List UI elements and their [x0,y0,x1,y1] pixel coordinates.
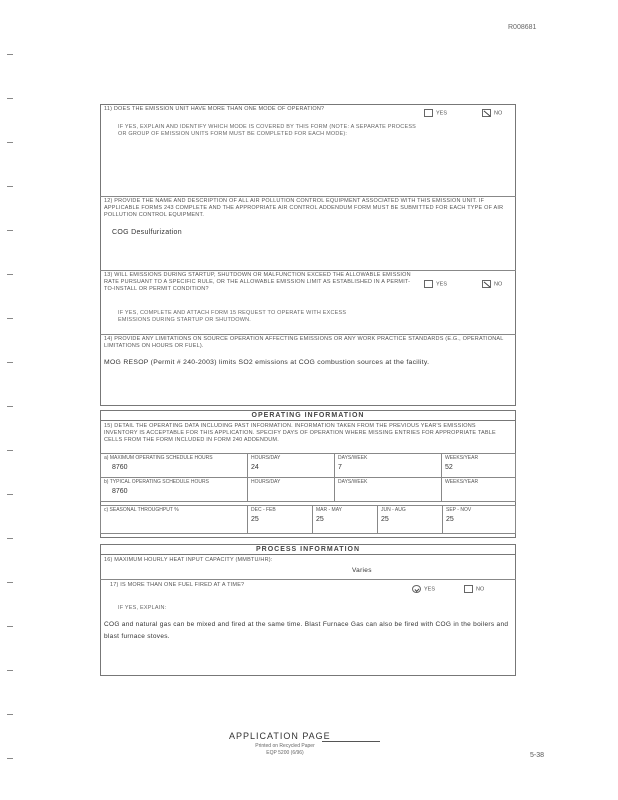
max-schedule-row [101,454,516,478]
season-jun-aug-cell [378,506,443,534]
question-11-yes-checkbox[interactable] [424,109,433,117]
question-13-yes-checkbox[interactable] [424,280,433,288]
question-13-no-checkbox[interactable] [482,280,491,288]
question-13-yes-label: YES [436,281,448,288]
question-14-text: 14) PROVIDE ANY LIMITATIONS ON SOURCE OPERATION AFFECTING EMISSIONS OR ANY WORK PRACTICE STANDARDS (E.G., OPERATIONAL LIMITATIONS ON HOURS OR FUEL). [104,336,504,349]
question-12-answer: COG Desulfurization [112,229,182,236]
process-info-title: PROCESS INFORMATION [100,544,516,555]
seasonal-throughput-table [100,505,516,534]
question-17-yes-option[interactable] [412,585,435,593]
season-mar-may-cell [313,506,378,534]
seasonal-label-cell [101,506,248,534]
question-16: 16) MAXIMUM HOURLY HEAT INPUT CAPACITY (MMBTU/HR): [104,557,273,563]
application-page-title: APPLICATION PAGE [229,731,331,741]
typical-hours-value: 8760 [112,488,128,495]
question-17-yes-checkbox[interactable] [412,585,421,593]
typical-hours-day-cell [248,478,335,502]
max-hours-value: 8760 [112,464,128,471]
max-hours-label: a) MAXIMUM OPERATING SCHEDULE HOURS [104,455,213,461]
operating-info-intro: 15) DETAIL THE OPERATING DATA INCLUDING PAST INFORMATION. INFORMATION TAKEN FROM THE PREVIOUS YEAR'S EMISSIONS INVENTORY IS ACCEPTABLE FOR THIS APPLICATION. SPECIFY DAYS OF OPERATION WHERE MISSING ENTRIES FOR APPROPRIATE TABLE CELLS FROM THE FORM INCLUDED IN FORM 240 ADDENDUM. [104,423,496,443]
question-13-no-label: NO [494,281,503,288]
question-11-yes-label: YES [436,110,448,117]
season-dec-feb-value: 25 [251,516,259,523]
question-17-explanation: COG and natural gas can be mixed and fired at the same time. Blast Furnace Gas can also be fired with COG in the boilers and blast furnace stoves. [104,621,509,640]
season-jun-aug-value: 25 [381,516,389,523]
question-13-no-option[interactable] [482,280,502,288]
max-hours-day-value: 24 [251,464,259,471]
season-sep-nov-label: SEP - NOV [446,507,472,513]
question-13-instruction: IF YES, COMPLETE AND ATTACH FORM 15 REQUEST TO OPERATE WITH EXCESS EMISSIONS DURING STARTUP OR SHUTDOWN. [118,310,347,323]
operating-schedule-table [100,453,516,502]
question-17-no-checkbox[interactable] [464,585,473,593]
typical-hours-label: b) TYPICAL OPERATING SCHEDULE HOURS [104,479,209,485]
question-17-no-label: NO [476,586,485,593]
typical-weeks-year-cell [442,478,516,502]
doc-id: R008681 [508,24,537,31]
typical-days-week-cell [335,478,442,502]
season-sep-nov-cell [443,506,516,534]
question-11-instruction: IF YES, EXPLAIN AND IDENTIFY WHICH MODE IS COVERED BY THIS FORM (NOTE: A SEPARATE PROCESS OR GROUP OF EMISSION UNITS FORM MUST BE COMPLETED FOR EACH MODE): [118,124,417,137]
process-divider [100,579,516,580]
question-11-yes-option[interactable] [424,109,447,117]
question-16-value: Varies [352,567,372,574]
max-weeks-year-label: WEEKS/YEAR [445,455,479,461]
operating-info-title: OPERATING INFORMATION [100,410,516,421]
season-dec-feb-cell [248,506,313,534]
question-11-no-option[interactable] [482,109,502,117]
season-mar-may-value: 25 [316,516,324,523]
max-hours-cell [101,454,248,478]
question-17: 17) IS MORE THAN ONE FUEL FIRED AT A TIME? [110,582,245,588]
question-13 [100,270,516,293]
question-14 [100,334,516,350]
max-days-week-label: DAYS/WEEK [338,455,368,461]
page-number: 5-38 [530,752,545,759]
typical-hours-cell [101,478,248,502]
season-sep-nov-value: 25 [446,516,454,523]
seasonal-throughput-label: c) SEASONAL THROUGHPUT % [104,507,179,513]
question-13-text: 13) WILL EMISSIONS DURING STARTUP, SHUTDOWN OR MALFUNCTION EXCEED THE ALLOWABLE EMISSION RATE PURSUANT TO A SPECIFIC RULE, OR THE ALLOWABLE EMISSION LIMIT AS ESTABLISHED IN A PERMIT-TO-INSTALL OR PERMIT CONDITION? [104,272,411,292]
season-jun-aug-label: JUN - AUG [381,507,406,513]
question-11-no-label: NO [494,110,503,117]
question-12 [100,196,516,219]
max-days-week-cell [335,454,442,478]
max-weeks-year-value: 52 [445,464,453,471]
question-17-explain-label: IF YES, EXPLAIN: [118,605,167,611]
question-14-answer: MOG RESOP (Permit # 240-2003) limits SO2 emissions at COG combustion sources at the facility. [104,359,430,366]
question-13-yes-option[interactable] [424,280,447,288]
max-days-week-value: 7 [338,464,342,471]
typical-weeks-year-label: WEEKS/YEAR [445,479,479,485]
typical-days-week-label: DAYS/WEEK [338,479,368,485]
form-number: EQP 5200 (6/96) [266,750,304,756]
seasonal-throughput-row [101,506,516,534]
max-hours-day-cell [248,454,335,478]
question-17-no-option[interactable] [464,585,484,593]
question-12-text: 12) PROVIDE THE NAME AND DESCRIPTION OF ALL AIR POLLUTION CONTROL EQUIPMENT ASSOCIATED WITH THIS EMISSION UNIT. IF APPLICABLE FORMS 243 COMPLETE AND THE APPROPRIATE AIR CONTROL ADDENDUM FORM MUST BE SUBMITTED FOR EACH TYPE OF AIR POLLUTION CONTROL EQUIPMENT. [104,198,504,218]
question-11 [104,106,424,113]
question-17-yes-label: YES [424,586,436,593]
season-mar-may-label: MAR - MAY [316,507,343,513]
max-weeks-year-cell [442,454,516,478]
season-dec-feb-label: DEC - FEB [251,507,276,513]
recycled-paper-note: Printed on Recycled Paper [255,743,315,749]
question-11-text: 11) DOES THE EMISSION UNIT HAVE MORE THAN ONE MODE OF OPERATION? [104,106,325,112]
max-hours-day-label: HOURS/DAY [251,455,281,461]
application-page-number-line [322,741,380,742]
question-11-no-checkbox[interactable] [482,109,491,117]
typical-schedule-row [101,478,516,502]
typical-hours-day-label: HOURS/DAY [251,479,281,485]
